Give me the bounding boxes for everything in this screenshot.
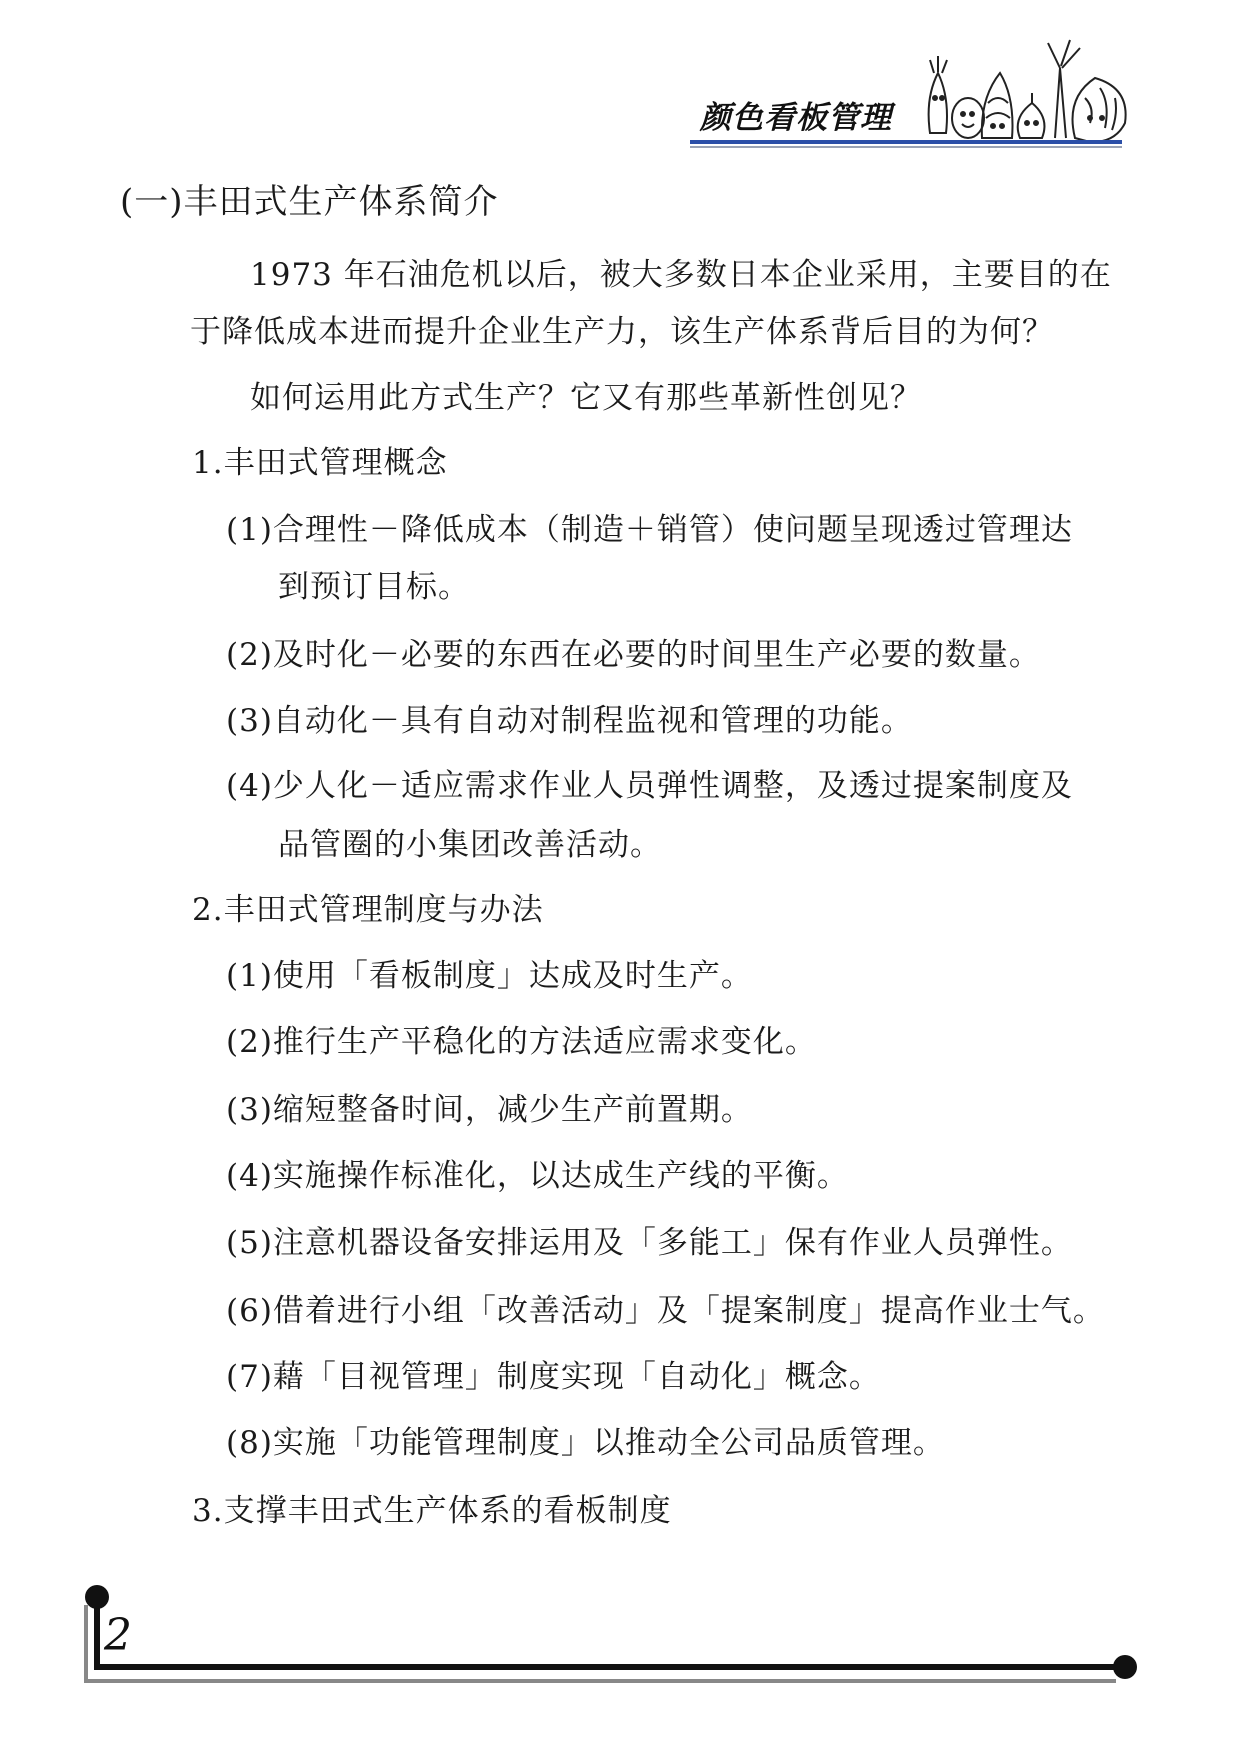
part1-item-2: (2)及时化－必要的东西在必要的时间里生产必要的数量。 bbox=[226, 637, 1041, 673]
part2-item-8: (8)实施「功能管理制度」以推动全公司品质管理。 bbox=[226, 1425, 945, 1461]
footer-rule-horizontal bbox=[94, 1664, 1126, 1670]
part1-item-4-line2: 品管圈的小集团改善活动。 bbox=[278, 827, 662, 863]
header-rule-blue bbox=[690, 140, 1122, 144]
intro-paragraph-line3: 如何运用此方式生产？它又有那些革新性创见？ bbox=[250, 380, 922, 416]
part2-item-7: (7)藉「目视管理」制度实现「自动化」概念。 bbox=[226, 1359, 881, 1395]
part1-item-1-line2: 到预订目标。 bbox=[278, 569, 470, 605]
section-title: (一)丰田式生产体系简介 bbox=[120, 182, 499, 222]
part3-heading: 3.支撑丰田式生产体系的看板制度 bbox=[192, 1493, 672, 1529]
part2-item-3: (3)缩短整备时间，减少生产前置期。 bbox=[226, 1092, 753, 1128]
part1-item-3: (3)自动化－具有自动对制程监视和管理的功能。 bbox=[226, 703, 913, 739]
footer-rule-vertical-shadow bbox=[84, 1605, 88, 1683]
part1-item-1-line1: (1)合理性－降低成本（制造＋销管）使问题呈现透过管理达 bbox=[226, 512, 1073, 548]
part1-heading: 1.丰田式管理概念 bbox=[192, 445, 448, 481]
header-rule-gray bbox=[690, 146, 1122, 148]
vegetable-illustration bbox=[920, 38, 1135, 148]
intro-paragraph-line1: 1973 年石油危机以后，被大多数日本企业采用，主要目的在 bbox=[250, 257, 1112, 293]
part1-item-4-line1: (4)少人化－适应需求作业人员弹性调整，及透过提案制度及 bbox=[226, 768, 1073, 804]
part2-item-1: (1)使用「看板制度」达成及时生产。 bbox=[226, 958, 753, 994]
running-header-title: 颜色看板管理 bbox=[700, 100, 892, 136]
footer-dot-right bbox=[1113, 1655, 1137, 1679]
page-number: 2 bbox=[104, 1610, 132, 1661]
part2-item-5: (5)注意机器设备安排运用及「多能工」保有作业人员弹性。 bbox=[226, 1225, 1073, 1261]
part2-item-6: (6)借着进行小组「改善活动」及「提案制度」提高作业士气。 bbox=[226, 1293, 1105, 1329]
footer-dot-left bbox=[85, 1585, 109, 1609]
part2-item-4: (4)实施操作标准化，以达成生产线的平衡。 bbox=[226, 1158, 849, 1194]
intro-paragraph-line2: 于降低成本进而提升企业生产力，该生产体系背后目的为何？ bbox=[190, 314, 1054, 350]
part2-heading: 2.丰田式管理制度与办法 bbox=[192, 892, 544, 928]
footer-rule-horizontal-shadow bbox=[84, 1679, 1116, 1683]
part2-item-2: (2)推行生产平稳化的方法适应需求变化。 bbox=[226, 1024, 817, 1060]
